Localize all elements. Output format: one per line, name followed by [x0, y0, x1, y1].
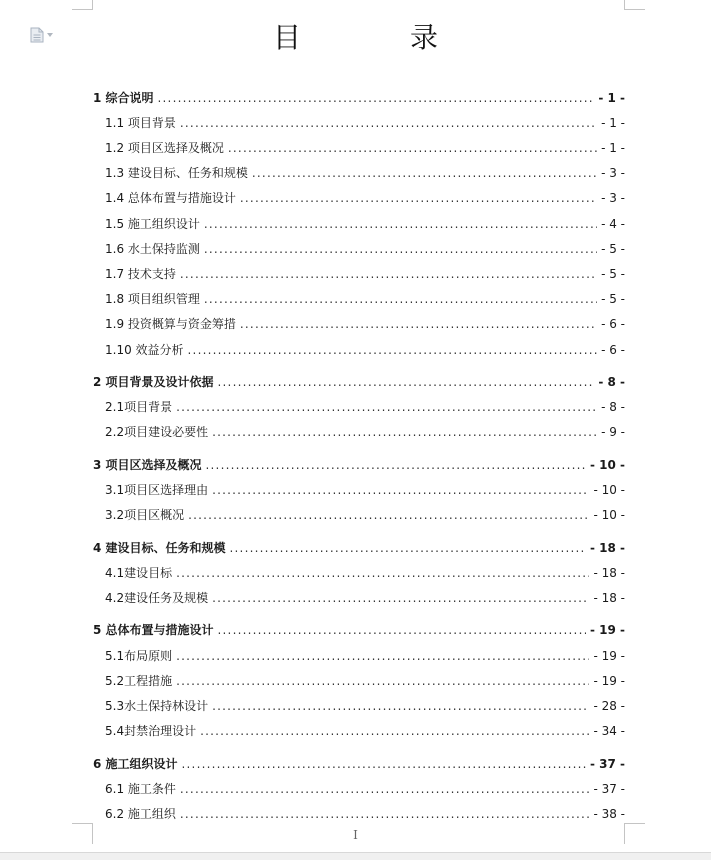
toc-entry-label: 1 综合说明: [93, 91, 154, 105]
toc-section-entry[interactable]: [105, 397, 625, 417]
toc-section-entry[interactable]: [105, 646, 625, 666]
toc-page-number: - 3 -: [601, 166, 625, 180]
toc-section-entry[interactable]: [105, 138, 625, 158]
toc-section-entry[interactable]: [105, 113, 625, 133]
toc-dot-leader: [228, 138, 597, 158]
toc-entry-label: 1.6 水土保持监测: [105, 242, 200, 256]
toc-entry-label: 5.4封禁治理设计: [105, 724, 197, 738]
toc-page-number: - 38 -: [593, 807, 625, 821]
page-corner-mark-top-right: [624, 0, 645, 10]
toc-chapter-entry[interactable]: [93, 455, 625, 475]
toc-entry-label: 2.2项目建设必要性: [105, 425, 209, 439]
toc-section-entry[interactable]: [105, 239, 625, 259]
toc-dot-leader: [204, 289, 597, 309]
toc-page-number: - 19 -: [593, 674, 625, 688]
toc-page-number: - 10 -: [589, 458, 625, 472]
toc-section-entry[interactable]: [105, 264, 625, 284]
toc-dot-leader: [180, 113, 597, 133]
page-corner-mark-top-left: [72, 0, 93, 10]
toc-entry-label: 3.2项目区概况: [105, 508, 185, 522]
toc-page-number: - 37 -: [593, 782, 625, 796]
toc-section-entry[interactable]: [105, 314, 625, 334]
toc-page-number: - 18 -: [593, 591, 625, 605]
toc-dot-leader: [182, 754, 586, 774]
toc-section-entry[interactable]: [105, 289, 625, 309]
toc-entry-label: 6.1 施工条件: [105, 782, 176, 796]
toc-page-number: - 5 -: [601, 267, 625, 281]
toc-entry-label: 1.2 项目区选择及概况: [105, 141, 224, 155]
toc-chapter-entry[interactable]: [93, 538, 625, 558]
toc-dot-leader: [158, 88, 595, 108]
toc-page-number: - 10 -: [593, 483, 625, 497]
toc-section-entry[interactable]: [105, 804, 625, 824]
toc-page-number: - 8 -: [598, 375, 625, 389]
toc-page-number: - 6 -: [601, 343, 625, 357]
toc-chapter-entry[interactable]: [93, 754, 625, 774]
toc-entry-label: 4.1建设目标: [105, 566, 173, 580]
toc-section-entry[interactable]: [105, 480, 625, 500]
toc-dot-leader: [176, 646, 589, 666]
toc-entry-label: 1.1 项目背景: [105, 116, 176, 130]
toc-section-entry[interactable]: [105, 563, 625, 583]
toc-entry-label: 5 总体布置与措施设计: [93, 623, 214, 637]
toc-page-number: - 4 -: [601, 217, 625, 231]
toc-dot-leader: [176, 563, 589, 583]
toc-dot-leader: [240, 188, 597, 208]
toc-page-number: - 9 -: [601, 425, 625, 439]
footer-page-number: I: [353, 828, 358, 842]
toc-dot-leader: [180, 264, 597, 284]
toc-entry-label: 2.1项目背景: [105, 400, 173, 414]
toc-page-number: - 5 -: [601, 292, 625, 306]
toc-dot-leader: [212, 480, 589, 500]
toc-dot-leader: [204, 214, 597, 234]
toc-section-entry[interactable]: [105, 779, 625, 799]
toc-dot-leader: [218, 620, 586, 640]
toc-page-number: - 5 -: [601, 242, 625, 256]
toc-dot-leader: [204, 239, 597, 259]
toc-dot-leader: [188, 505, 589, 525]
toc-entry-label: 6 施工组织设计: [93, 757, 178, 771]
toc-section-entry[interactable]: [105, 505, 625, 525]
toc-dot-leader: [252, 163, 597, 183]
toc-page-number: - 37 -: [589, 757, 625, 771]
toc-dot-leader: [180, 779, 590, 799]
toc-chapter-entry[interactable]: [93, 88, 625, 108]
toc-entry-label: 5.3水土保持林设计: [105, 699, 209, 713]
toc-section-entry[interactable]: [105, 340, 625, 360]
toc-entry-label: 1.3 建设目标、任务和规模: [105, 166, 248, 180]
toc-section-entry[interactable]: [105, 671, 625, 691]
toc-dot-leader: [200, 721, 589, 741]
toc-dot-leader: [240, 314, 597, 334]
toc-page-number: - 1 -: [598, 91, 625, 105]
toc-page-number: - 18 -: [589, 541, 625, 555]
toc-dot-leader: [206, 455, 586, 475]
toc-entry-label: 4 建设目标、任务和规模: [93, 541, 226, 555]
toc-section-entry[interactable]: [105, 163, 625, 183]
toc-chapter-entry[interactable]: [93, 620, 625, 640]
toc-dot-leader: [180, 804, 590, 824]
toc-page-number: - 18 -: [593, 566, 625, 580]
toc-chapter-entry[interactable]: [93, 372, 625, 392]
toc-section-entry[interactable]: [105, 721, 625, 741]
toc-entry-label: 1.9 投资概算与资金筹措: [105, 317, 236, 331]
toc-page-number: - 28 -: [593, 699, 625, 713]
toc-page-number: - 6 -: [601, 317, 625, 331]
toc-entry-label: 3.1项目区选择理由: [105, 483, 209, 497]
toc-dot-leader: [218, 372, 595, 392]
toc-page-number: - 10 -: [593, 508, 625, 522]
toc-dot-leader: [176, 671, 589, 691]
toc-entry-label: 6.2 施工组织: [105, 807, 176, 821]
toc-page-number: - 1 -: [601, 116, 625, 130]
toc-entry-label: 2 项目背景及设计依据: [93, 375, 214, 389]
toc-section-entry[interactable]: [105, 696, 625, 716]
toc-page-number: - 3 -: [601, 191, 625, 205]
toc-dot-leader: [212, 422, 597, 442]
toc-entry-label: 1.5 施工组织设计: [105, 217, 200, 231]
toc-entry-label: 1.10 效益分析: [105, 343, 184, 357]
toc-dot-leader: [212, 696, 589, 716]
toc-entry-label: 5.1布局原则: [105, 649, 173, 663]
toc-entry-label: 3 项目区选择及概况: [93, 458, 202, 472]
toc-section-entry[interactable]: [105, 214, 625, 234]
toc-entry-label: 5.2工程措施: [105, 674, 173, 688]
toc-page-number: - 1 -: [601, 141, 625, 155]
toc-dot-leader: [176, 397, 597, 417]
toc-entry-label: 1.8 项目组织管理: [105, 292, 200, 306]
toc-page-number: - 34 -: [593, 724, 625, 738]
toc-section-entry[interactable]: [105, 188, 625, 208]
toc-dot-leader: [212, 588, 589, 608]
toc-entry-label: 1.4 总体布置与措施设计: [105, 191, 236, 205]
toc-dot-leader: [230, 538, 586, 558]
toc-page-number: - 19 -: [593, 649, 625, 663]
toc-page-number: - 19 -: [589, 623, 625, 637]
toc-dot-leader: [188, 340, 598, 360]
page-title: 目 录: [273, 21, 488, 54]
toc-entry-label: 4.2建设任务及规模: [105, 591, 209, 605]
toc-page-number: - 8 -: [601, 400, 625, 414]
toc-section-entry[interactable]: [105, 422, 625, 442]
toc-entry-label: 1.7 技术支持: [105, 267, 176, 281]
toc-section-entry[interactable]: [105, 588, 625, 608]
